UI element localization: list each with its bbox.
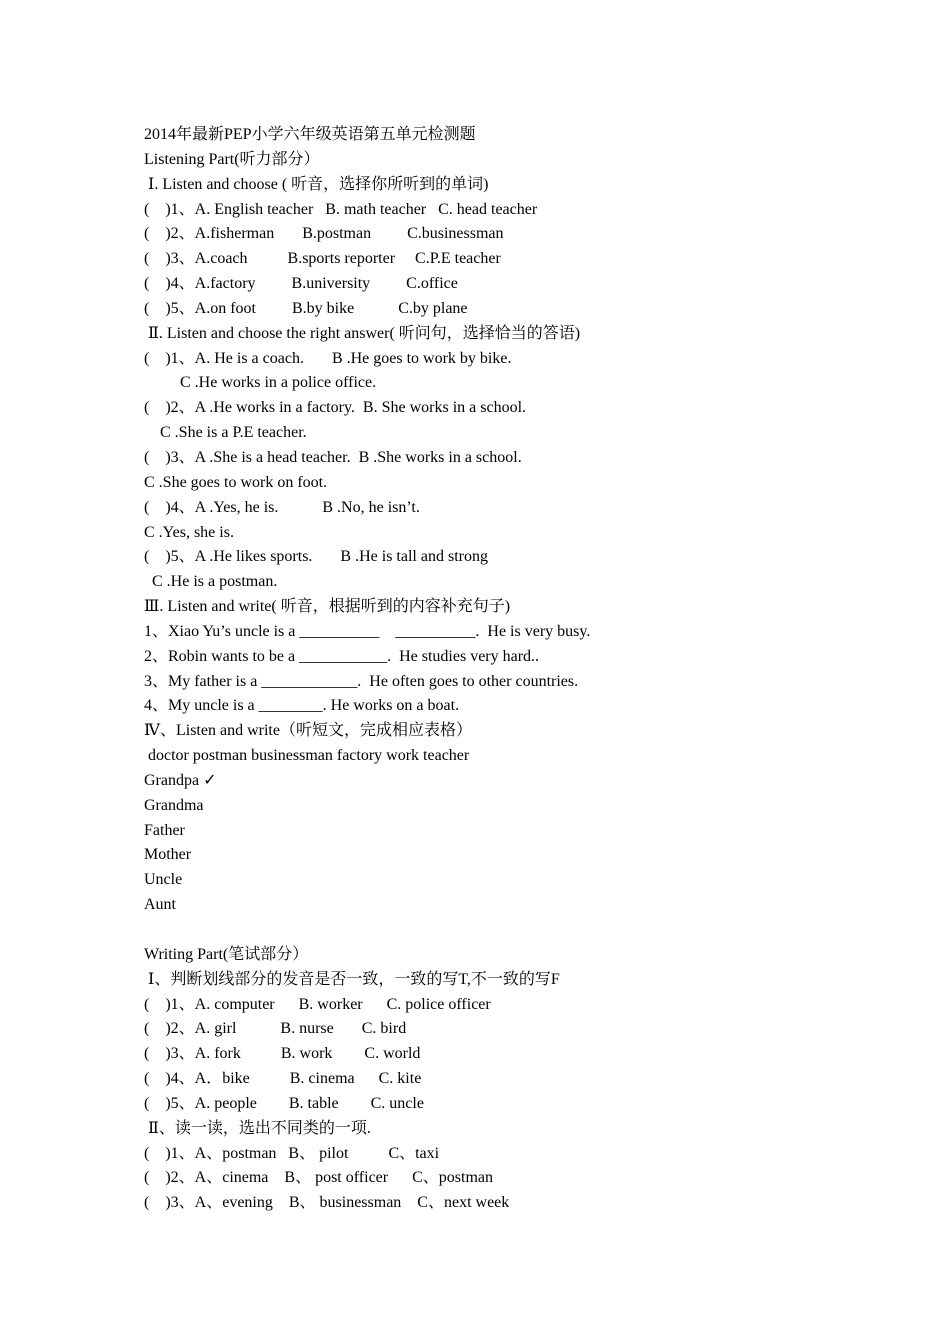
fill-in-line: 2、Robin wants to be a ___________. He studies very hard.. — [144, 647, 540, 665]
question-line: ( )5、A.on foot B.by bike C.by plane — [144, 299, 468, 317]
question-line: C .She goes to work on foot. — [144, 473, 328, 491]
fill-in-line: 4、My uncle is a ________. He works on a boat. — [144, 697, 460, 715]
table-row-label: Uncle — [144, 871, 183, 889]
question-line: ( )1、A. computer B. worker C. police officer — [144, 995, 491, 1013]
question-line: ( )5、A .He likes sports. B .He is tall and strong — [144, 548, 488, 566]
word-bank: doctor postman businessman factory work teacher — [144, 747, 470, 765]
writing-section-1-heading: Ⅰ、判断划线部分的发音是否一致，一致的写T,不一致的写F — [144, 970, 560, 988]
question-line: ( )2、A、cinema B、 post officer C、postman — [144, 1169, 493, 1187]
question-line: ( )3、A. fork B. work C. world — [144, 1045, 421, 1063]
question-line: ( )3、A .She is a head teacher. B .She works in a school. — [144, 448, 522, 466]
question-line: ( )1、A. English teacher B. math teacher C. head teacher — [144, 200, 538, 218]
listening-section-2-heading: Ⅱ. Listen and choose the right answer( 听问句，选择恰当的答语) — [144, 324, 581, 342]
listening-section-3-heading: Ⅲ. Listen and write( 听音，根据听到的内容补充句子) — [144, 598, 511, 616]
table-row-label: Grandma — [144, 796, 204, 814]
question-line: ( )5、A. people B. table C. uncle — [144, 1094, 424, 1112]
fill-in-line: 1、Xiao Yu’s uncle is a __________ __________. He is very busy. — [144, 622, 591, 640]
question-line: ( )4、A .Yes, he is. B .No, he isn’t. — [144, 498, 420, 516]
table-row-label: Grandpa ✓ — [144, 771, 217, 789]
question-line: ( )3、A.coach B.sports reporter C.P.E teacher — [144, 250, 501, 268]
listening-part-heading: Listening Part(听力部分） — [144, 150, 320, 168]
question-line: ( )4、A．bike B. cinema C. kite — [144, 1070, 422, 1088]
table-row-label: Father — [144, 821, 185, 839]
question-line: ( )1、A、postman B、 pilot C、taxi — [144, 1144, 440, 1162]
question-line: C .Yes, she is. — [144, 523, 234, 541]
writing-part-heading: Writing Part(笔试部分） — [144, 945, 309, 963]
writing-section-2-heading: Ⅱ、读一读，选出不同类的一项. — [144, 1119, 371, 1137]
question-line: ( )2、A.fisherman B.postman C.businessman — [144, 225, 504, 243]
listening-section-1-heading: Ⅰ. Listen and choose ( 听音，选择你所听到的单词) — [144, 175, 489, 193]
question-line: ( )1、A. He is a coach. B .He goes to work by bike. — [144, 349, 512, 367]
question-line: ( )3、A、evening B、 businessman C、next week — [144, 1194, 510, 1212]
table-row-label: Aunt — [144, 896, 176, 914]
fill-in-line: 3、My father is a ____________. He often goes to other countries. — [144, 672, 579, 690]
question-line: ( )4、A.factory B.university C.office — [144, 275, 458, 293]
question-line: ( )2、A .He works in a factory. B. She works in a school. — [144, 399, 527, 417]
question-line: C .She is a P.E teacher. — [144, 424, 307, 442]
worksheet-content — [144, 123, 864, 1216]
spacer — [144, 918, 864, 943]
listening-section-4-heading: Ⅳ、Listen and write（听短文，完成相应表格） — [144, 722, 472, 740]
question-line: ( )2、A. girl B. nurse C. bird — [144, 1020, 407, 1038]
question-line: C .He is a postman. — [144, 573, 278, 591]
question-line: C .He works in a police office. — [144, 374, 377, 392]
table-row-label: Mother — [144, 846, 192, 864]
document-title: 2014年最新PEP小学六年级英语第五单元检测题 — [144, 126, 476, 143]
